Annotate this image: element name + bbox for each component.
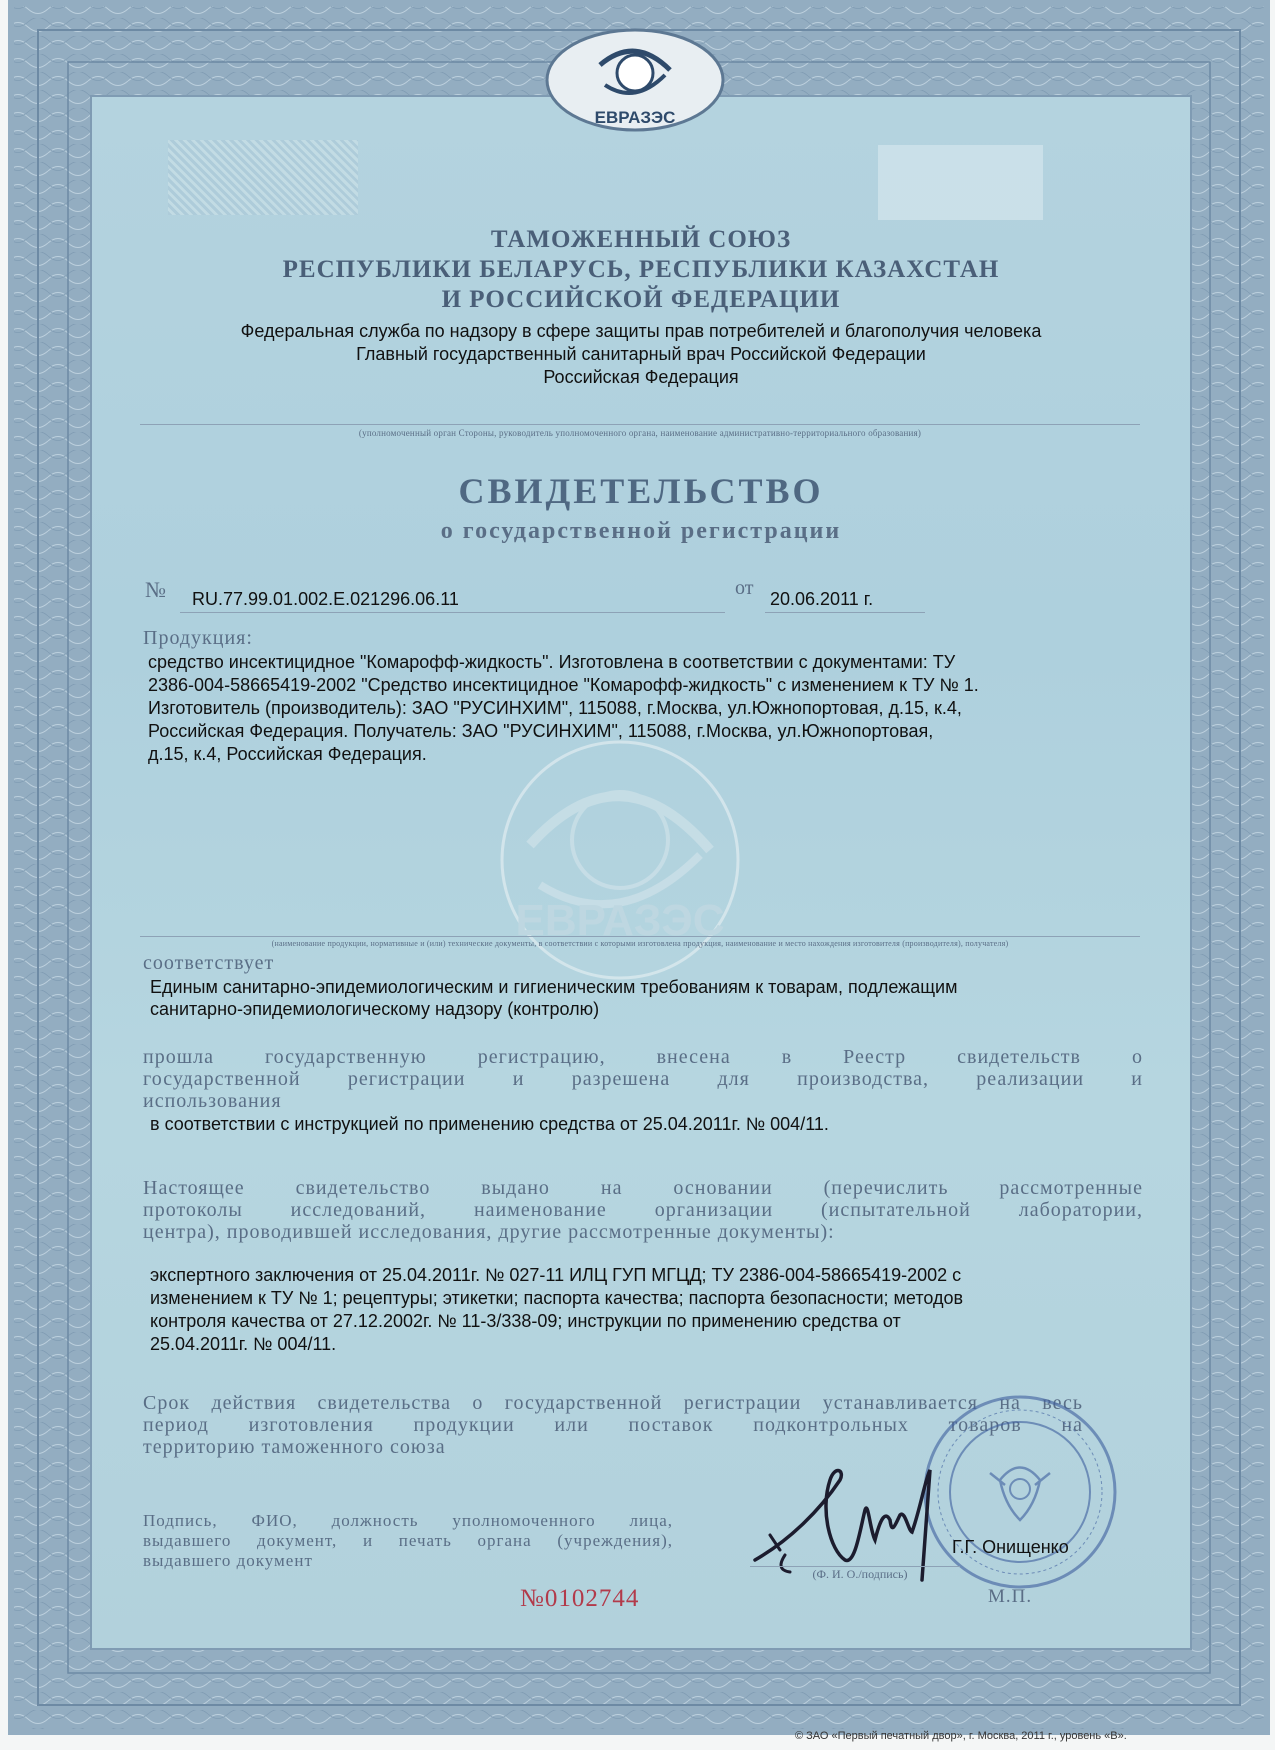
watermark-text: ЕВРАЗЭС xyxy=(515,896,725,945)
product-line-4: Российская Федерация. Получатель: ЗАО "РУСИНХИМ", 115088, г.Москва, ул.Южнопортовая, xyxy=(148,721,934,741)
date-label: от xyxy=(735,577,754,599)
conformity-line-2: санитарно-эпидемиологическому надзору (контролю) xyxy=(150,999,600,1019)
product-divider xyxy=(140,936,1140,937)
form-serial-number: №0102744 xyxy=(520,1585,640,1612)
emblem-text: ЕВРАЗЭС xyxy=(594,108,676,127)
registry-label-line-2: государственной регистрации и разрешена для производства, реализации и xyxy=(143,1068,1143,1090)
org-line-1: Федеральная служба по надзору в сфере защиты прав потребителей и благополучия человека xyxy=(240,321,1042,341)
number-underline xyxy=(180,612,725,613)
hologram-patch xyxy=(168,140,358,215)
validity-line-2: период изготовления продукции или поставок подконтрольных товаров на xyxy=(143,1414,1083,1436)
date-underline xyxy=(765,612,925,613)
validity-line-1: Срок действия свидетельства о государственной регистрации устанавливается на весь xyxy=(143,1392,1083,1414)
evrazes-emblem-icon xyxy=(540,25,730,135)
basis-label-line-3: центра), проводившей исследования, другие рассмотренные документы): xyxy=(143,1221,835,1243)
basis-line-2: изменением к ТУ № 1; рецептуры; этикетки; паспорта качества; паспорта безопасности; методов xyxy=(150,1288,964,1308)
product-line-1: средство инсектицидное "Комарофф-жидкость". Изготовлена в соответствии с документами: ТУ xyxy=(148,652,956,672)
org-divider xyxy=(140,424,1140,425)
basis-line-3: контроля качества от 27.12.2002г. № 11-3/338-09; инструкции по применению средства от xyxy=(150,1311,901,1331)
product-line-2: 2386-004-58665419-2002 "Средство инсектицидное "Комарофф-жидкость" с изменением к ТУ № 1. xyxy=(148,675,979,695)
signature-caption: (Ф. И. О./подпись) xyxy=(812,1567,908,1581)
org-caption: (уполномоченный орган Стороны, руководитель уполномоченного органа, наименование административно-территориального образования) xyxy=(358,428,922,438)
signature-label-line-2: выдавшего документ, и печать органа (учреждения), xyxy=(143,1531,673,1550)
basis-label-line-1: Настоящее свидетельство выдано на основании (перечислить рассмотренные xyxy=(143,1177,1143,1199)
product-label: Продукция: xyxy=(143,627,253,649)
security-mark-area xyxy=(878,145,1043,220)
product-caption: (наименование продукции, нормативные и (или) технические документы, в соответствии с которыми изготовлена продукция, наименование и место нахождения изготовителя (производителя), получателя) xyxy=(271,939,1009,948)
signatory-name: Г.Г. Онищенко xyxy=(952,1537,1069,1557)
document-title: СВИДЕТЕЛЬСТВО xyxy=(458,471,824,511)
registry-label-line-1: прошла государственную регистрацию, внесена в Реестр свидетельств о xyxy=(143,1046,1143,1068)
registry-value: в соответствии с инструкцией по применению средства от 25.04.2011г. № 004/11. xyxy=(150,1114,829,1134)
union-line-1: ТАМОЖЕННЫЙ СОЮЗ xyxy=(490,226,792,253)
basis-line-4: 25.04.2011г. № 004/11. xyxy=(150,1334,337,1354)
org-line-2: Главный государственный санитарный врач Российской Федерации xyxy=(356,344,926,364)
basis-label-line-2: протоколы исследований, наименование организации (испытательной лаборатории, xyxy=(143,1199,1143,1221)
conformity-label: соответствует xyxy=(143,952,275,974)
validity-line-3: территорию таможенного союза xyxy=(143,1436,446,1458)
union-line-2: РЕСПУБЛИКИ БЕЛАРУСЬ, РЕСПУБЛИКИ КАЗАХСТАН xyxy=(282,256,1000,283)
signature-label-line-1: Подпись, ФИО, должность уполномоченного лица, xyxy=(143,1511,673,1530)
registry-label-line-3: использования xyxy=(143,1090,282,1112)
registration-date: 20.06.2011 г. xyxy=(770,589,874,609)
registration-number: RU.77.99.01.002.E.021296.06.11 xyxy=(192,589,459,609)
seal-label: М.П. xyxy=(988,1586,1033,1607)
signature-label-line-3: выдавшего документ xyxy=(143,1551,313,1570)
union-line-3: И РОССИЙСКОЙ ФЕДЕРАЦИИ xyxy=(441,286,841,313)
number-label: № xyxy=(145,577,166,602)
product-line-5: д.15, к.4, Российская Федерация. xyxy=(148,744,427,764)
printer-imprint: © ЗАО «Первый печатный двор», г. Москва, 2011 г., уровень «В». xyxy=(795,1730,1127,1742)
basis-line-1: экспертного заключения от 25.04.2011г. № 027-11 ИЛЦ ГУП МГЦД; ТУ 2386-004-58665419-2002 с xyxy=(150,1265,962,1285)
document-subtitle: о государственной регистрации xyxy=(440,518,842,544)
product-line-3: Изготовитель (производитель): ЗАО "РУСИНХИМ", 115088, г.Москва, ул.Южнопортовая, д.15, к.4, xyxy=(148,698,962,718)
org-line-3: Российская Федерация xyxy=(543,367,739,387)
handwritten-signature-icon xyxy=(750,1440,960,1585)
conformity-line-1: Единым санитарно-эпидемиологическим и гигиеническим требованиям к товарам, подлежащим xyxy=(150,977,958,997)
